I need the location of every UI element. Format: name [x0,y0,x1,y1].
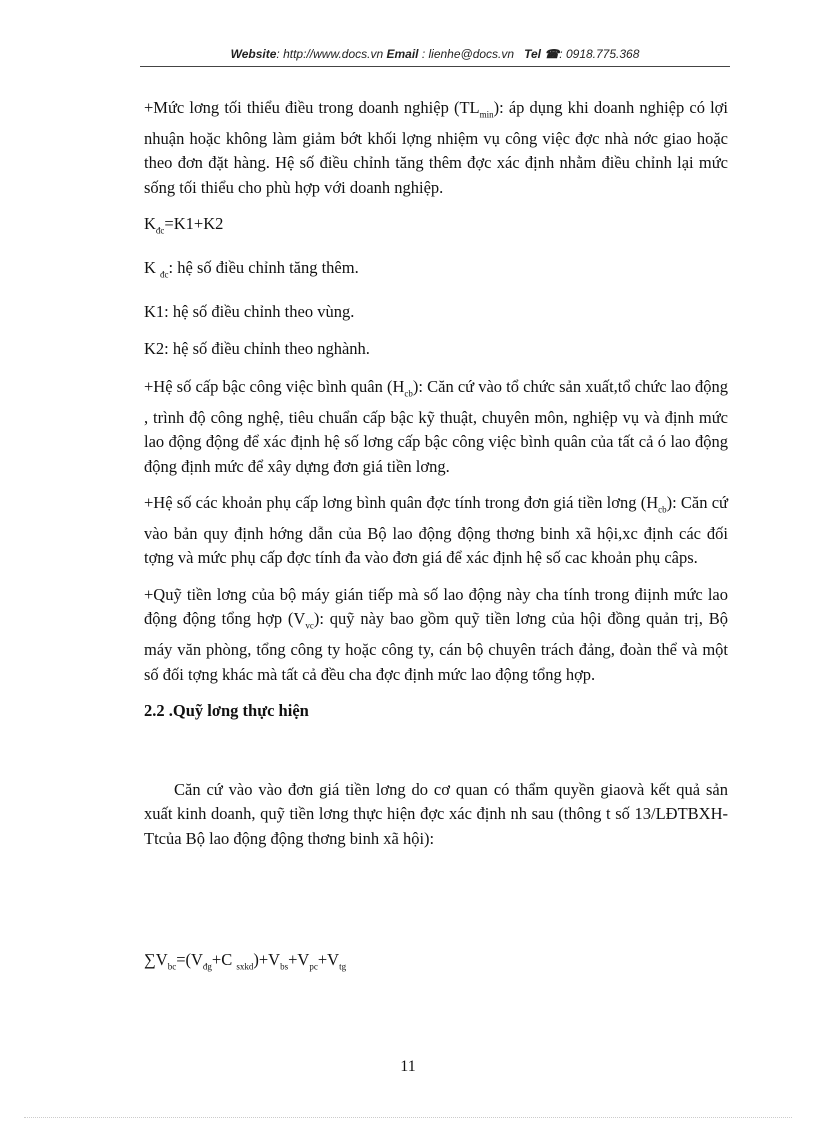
text: +C [211,950,237,969]
website-value: : http://www.docs.vn [276,47,384,61]
subscript: bs [280,961,289,972]
page-header [145,47,725,61]
phone-icon: ☎ [544,47,560,61]
subscript: pc [309,961,318,972]
text: +Mức lơng tối thiểu điều trong doanh nghiệp (TL [144,98,480,117]
email-label: Email [386,47,419,61]
text: ): Căn cứ vào bản quy định hớng dẫn của Bộ lao động động thơng binh xã hội,xc định các đối tợng và mức phụ cấp đợc tính đa vào đơn giá để xác định hệ số cac khoản phụ câps. [144,493,728,568]
paragraph-hcb-level [144,375,728,479]
header-divider [140,66,730,67]
k1-definition: K1: hệ số điều chỉnh theo vùng. [144,301,355,321]
text: ): quỹ này bao gồm quỹ tiền lơng của hội đồng quản trị, Bộ máy văn phòng, tổng công ty hoặc công ty, cán bộ chuyên trách đảng, đoàn thể và một số đối tợng khác mà tất cả đều cha đợc định mức lao động tổng hợp. [144,609,728,684]
text: ): Căn cứ vào tổ chức sản xuất,tổ chức lao động , trình độ công nghệ, tiêu chuẩn cấp bậc kỹ thuật, chuyên môn, nghiệp vụ và định mức lao động động để xác định hệ số lơng cấp bậc công việc bình quân của tất cả ó lao động động định mức để xây dựng đơn giá tiền lơng. [144,376,728,476]
text: +V [288,950,310,969]
paragraph-hcb-allowance [144,491,728,571]
text: =K1+K2 [164,214,224,234]
text: =(V [176,950,203,969]
text: +Hệ số cấp bậc công việc bình quân (H [144,376,405,396]
subscript: đc [160,269,169,280]
subscript: cb [404,388,413,399]
email-value: : lienhe@docs.vn [418,47,515,61]
k-definition [144,256,728,287]
text: V [155,950,168,969]
subscript: min [479,109,494,120]
text: K [144,214,156,234]
subscript: đg [202,961,212,972]
paragraph-tlmin [144,96,728,200]
text: +Hệ số các khoản phụ cấp lơng bình quân đợc tính trong đơn giá tiền lơng (H [144,493,659,513]
k2-definition: K2: hệ số điều chỉnh theo nghành. [144,339,370,359]
subscript: vc [305,620,314,631]
subscript: cb [658,504,667,515]
wage-fund-formula [144,950,346,971]
website-label: Website [230,47,277,61]
tel-label: Tel [524,47,541,61]
document-body [144,96,728,863]
text: +V [317,950,340,969]
page-number: 11 [400,1058,416,1075]
section-heading: 2.2 .Quỹ lơng thực hiện [144,701,309,721]
subscript: bc [167,961,177,972]
text: : hệ số điều chỉnh tăng thêm. [168,258,359,278]
page-bottom-border [24,1117,792,1118]
text: K [144,258,161,278]
subscript: tg [339,961,347,972]
subscript: đc [155,225,165,236]
text: )+V [253,950,281,969]
subscript: sxkd [236,961,254,972]
k-formula [144,212,728,243]
text: +Quỹ tiền lơng của bộ máy gián tiếp mà số lao động này cha tính trong điịnh mức lao động động tổng hợp (V [144,584,728,629]
text: ): áp dụng khi doanh nghiệp có lợi nhuận hoặc không làm giảm bớt khối lợng nhiệm vụ công việc đợc nhà nớc giao hoặc theo đơn đặt hàng. Hệ số điều chỉnh tăng thêm đợc xác định nhằm điều chỉnh lại mức sống tối thiểu cho phù hợp với doanh nghiệp. [144,98,728,197]
paragraph-final: Căn cứ vào vào đơn giá tiền lơng do cơ quan có thẩm quyền giaovà kết quả sản xuất kinh doanh, quỹ tiền lơng thực hiện đợc xác định nh sau (thông t số 13/LĐTBXH-Ttcủa Bộ lao động động thơng binh xã hội): [144,779,728,848]
tel-value: : 0918.775.368 [559,47,640,61]
paragraph-vvc [144,583,728,687]
sigma-symbol: ∑ [144,950,156,969]
spacer [144,724,728,778]
